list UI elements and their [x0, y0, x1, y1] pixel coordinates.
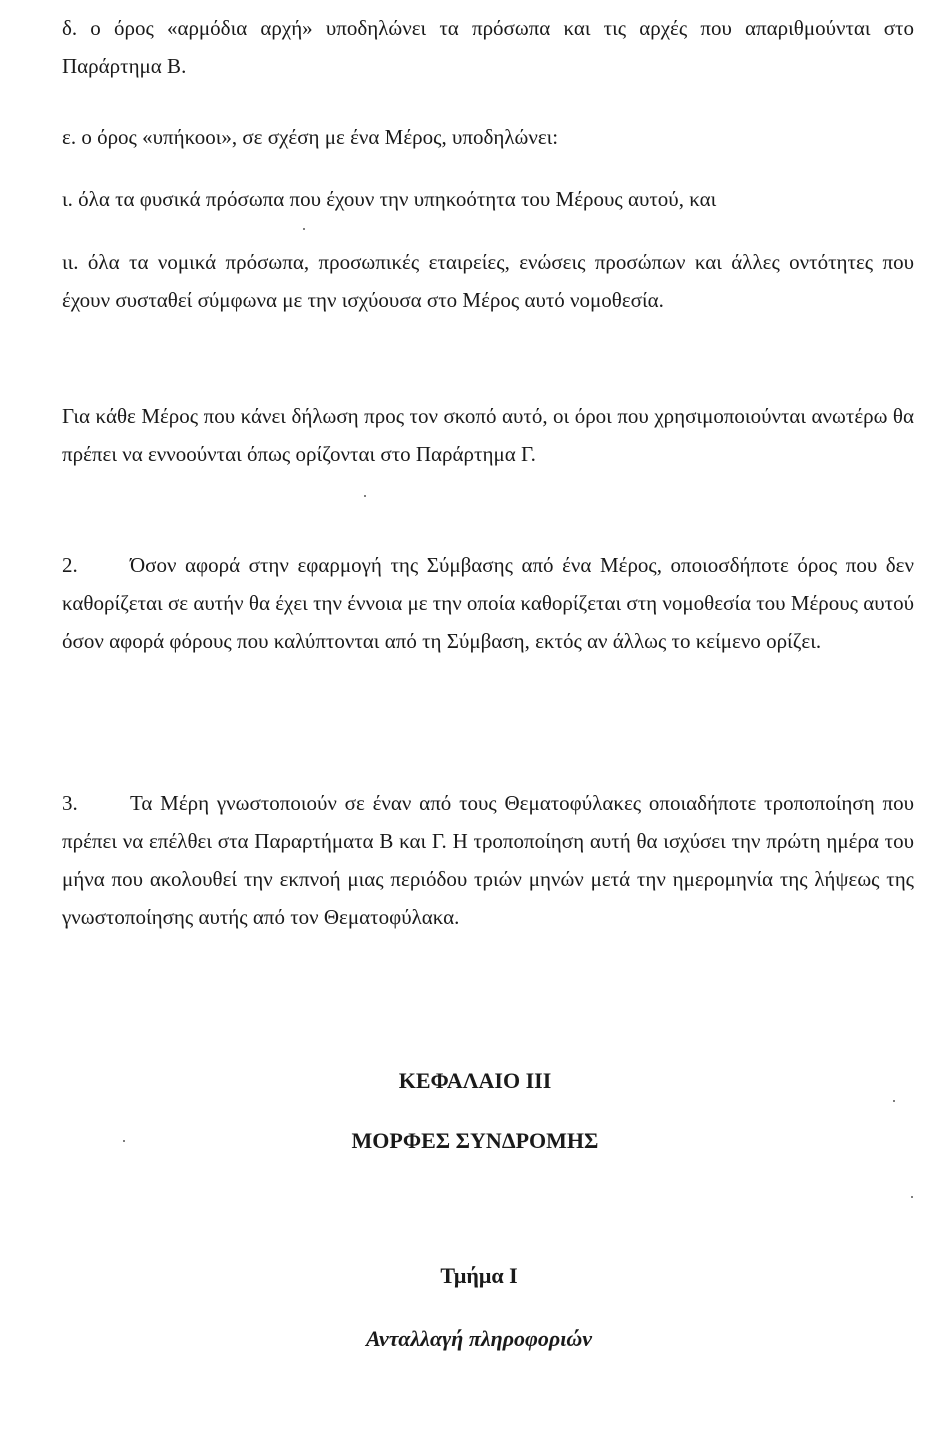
scan-speck	[123, 1140, 125, 1142]
definition-e-i: ι. όλα τα φυσικά πρόσωπα που έχουν την υπηκοότητα του Μέρους αυτού, και	[62, 187, 717, 211]
section-heading: Τμήμα Ι	[440, 1263, 518, 1288]
definition-e-ii: ιι. όλα τα νομικά πρόσωπα, προσωπικές εταιρείες, ενώσεις προσώπων και άλλες οντότητες που έχουν συσταθεί σύμφωνα με την ισχύουσα στο Μέρος αυτό νομοθεσία.	[62, 250, 914, 312]
paragraph-2-text: Όσον αφορά στην εφαρμογή της Σύμβασης από ένα Μέρος, οποιοσδήποτε όρος που δεν καθορίζεται σε αυτήν θα έχει την έννοια με την οποία καθορίζεται στη νομοθεσία του Μέρους αυτού όσον αφορά φόρους που καλύπτονται από τη Σύμβαση, εκτός αν άλλως το κείμενο ορίζει.	[62, 553, 914, 653]
declaration-paragraph: Για κάθε Μέρος που κάνει δήλωση προς τον σκοπό αυτό, οι όροι που χρησιμοποιούνται ανωτέρω θα πρέπει να εννοούνται όπως ορίζονται στο Παράρτημα Γ.	[62, 404, 914, 466]
paragraph-2-number: 2.	[62, 553, 78, 577]
scan-speck	[893, 1100, 895, 1102]
scan-speck	[911, 1196, 913, 1198]
section-subtitle: Ανταλλαγή πληροφοριών	[365, 1326, 593, 1351]
definition-d: δ. ο όρος «αρμόδια αρχή» υποδηλώνει τα πρόσωπα και τις αρχές που απαριθμούνται στο Παράρτημα Β.	[62, 16, 914, 78]
paragraph-3-text: Τα Μέρη γνωστοποιούν σε έναν από τους Θεματοφύλακες οποιαδήποτε τροποποίηση που πρέπει να επέλθει στα Παραρτήματα Β και Γ. Η τροποποίηση αυτή θα ισχύσει την πρώτη ημέρα του μήνα που ακολουθεί την εκπνοή μιας περιόδου τριών μηνών μετά την ημερομηνία της λήψεως της γνωστοποίησης αυτής από τον Θεματοφύλακα.	[62, 791, 914, 929]
paragraph-3-number: 3.	[62, 791, 78, 815]
chapter-heading: ΚΕΦΑΛΑΙΟ ΙΙΙ	[398, 1068, 552, 1093]
scan-speck	[303, 228, 305, 230]
paragraph-3	[62, 784, 914, 936]
paragraph-2	[62, 546, 914, 660]
scan-speck	[364, 495, 366, 497]
definition-e: ε. ο όρος «υπήκοοι», σε σχέση με ένα Μέρος, υποδηλώνει:	[62, 125, 559, 149]
chapter-title: ΜΟΡΦΕΣ ΣΥΝΔΡΟΜΗΣ	[351, 1128, 599, 1153]
